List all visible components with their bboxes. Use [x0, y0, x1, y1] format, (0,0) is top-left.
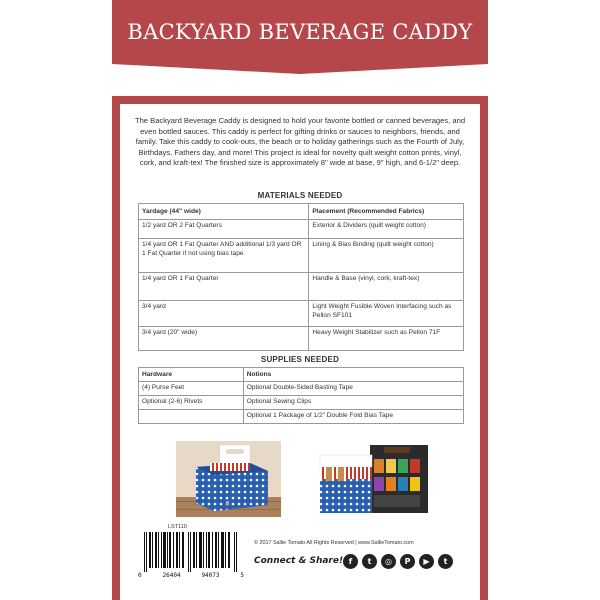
- table-cell: Optional 1 Package of 1/2" Double Fold Bias Tape: [243, 410, 463, 424]
- table-header-row: [139, 368, 464, 382]
- content-frame: [112, 96, 488, 600]
- column-header: Notions: [243, 368, 463, 382]
- social-links: [343, 554, 453, 569]
- table-cell: Handle & Base (vinyl, cork, kraft-tex): [309, 273, 464, 301]
- connect-share-text: Connect & Share!: [254, 556, 344, 566]
- copyright-text: © 2017 Sallie Tomato All Rights Reserved | www.SallieTomato.com: [254, 540, 414, 546]
- column-header: Yardage (44" wide): [139, 204, 309, 220]
- column-header: Placement (Recommended Fabrics): [309, 204, 464, 220]
- table-row: [139, 410, 464, 424]
- table-cell: 1/2 yard OR 2 Fat Quarters: [139, 220, 309, 239]
- barcode-digit: 0: [138, 572, 142, 579]
- table-cell: 1/4 yard OR 1 Fat Quarter: [139, 273, 309, 301]
- pinterest-icon[interactable]: P: [400, 554, 415, 569]
- column-header: Hardware: [139, 368, 244, 382]
- supplies-heading: SUPPLIES NEEDED: [260, 355, 340, 364]
- table-cell: [139, 410, 244, 424]
- content-card: [120, 104, 480, 600]
- barcode-digit: 26404: [162, 572, 181, 579]
- table-cell: 3/4 yard (20" wide): [139, 327, 309, 351]
- table-cell: Optional Sewing Clips: [243, 396, 463, 410]
- table-cell: Heavy Weight Stabilizer such as Pellon 71F: [309, 327, 464, 351]
- table-row: [139, 327, 464, 351]
- materials-heading: MATERIALS NEEDED: [257, 191, 343, 200]
- facebook-icon[interactable]: f: [343, 554, 358, 569]
- caddy-photo-pair: [318, 441, 430, 517]
- table-cell: (4) Purse Feet: [139, 382, 244, 396]
- barcode-digit: 5: [240, 572, 244, 579]
- table-cell: 3/4 yard: [139, 301, 309, 327]
- table-row: [139, 301, 464, 327]
- title-banner: [112, 0, 488, 64]
- table-cell: Light Weight Fusible Woven Interfacing such as Pellon SF101: [309, 301, 464, 327]
- table-row: [139, 273, 464, 301]
- table-row: [139, 220, 464, 239]
- barcode-digit: 94073: [201, 572, 220, 579]
- intro-paragraph: The Backyard Beverage Caddy is designed to hold your favorite bottled or canned beverages, and even bottled sauces. This caddy is perfect for gifting drinks or sauces to neighbors, friends, and family. Take this caddy to cook-outs, the beach or to holiday gatherings such as the Fourth of July, Birthdays, Fathers day, and more! This project is ideal for novelty quilt weight cotton prints, vinyl, cork, and kraft-tex! The finished size is approximately 8" wide at base, 9" high, and 6-1/2" deep.: [134, 116, 466, 167]
- table-cell: 1/4 yard OR 1 Fat Quarter AND additional 1/3 yard OR 1 Fat Quarter if not using bias tape: [139, 239, 309, 273]
- page-title: BACKYARD BEVERAGE CADDY: [127, 20, 473, 44]
- table-header-row: [139, 204, 464, 220]
- table-cell: Exterior & Dividers (quilt weight cotton): [309, 220, 464, 239]
- table-cell: Optional (2-6) Rivets: [139, 396, 244, 410]
- sku-label: LST110: [168, 524, 187, 530]
- table-row: [139, 239, 464, 273]
- instagram-icon[interactable]: ◎: [381, 554, 396, 569]
- supplies-table: [138, 367, 464, 424]
- table-cell: Lining & Bias Binding (quilt weight cotton): [309, 239, 464, 273]
- table-row: [139, 382, 464, 396]
- table-cell: Optional Double-Sided Basting Tape: [243, 382, 463, 396]
- barcode: [138, 532, 244, 574]
- materials-table: [138, 203, 464, 351]
- caddy-photo-blue: [176, 441, 281, 517]
- barcode-digits: [138, 572, 244, 579]
- tumblr-icon[interactable]: t: [438, 554, 453, 569]
- twitter-icon[interactable]: t: [362, 554, 377, 569]
- youtube-icon[interactable]: ▶: [419, 554, 434, 569]
- table-row: [139, 396, 464, 410]
